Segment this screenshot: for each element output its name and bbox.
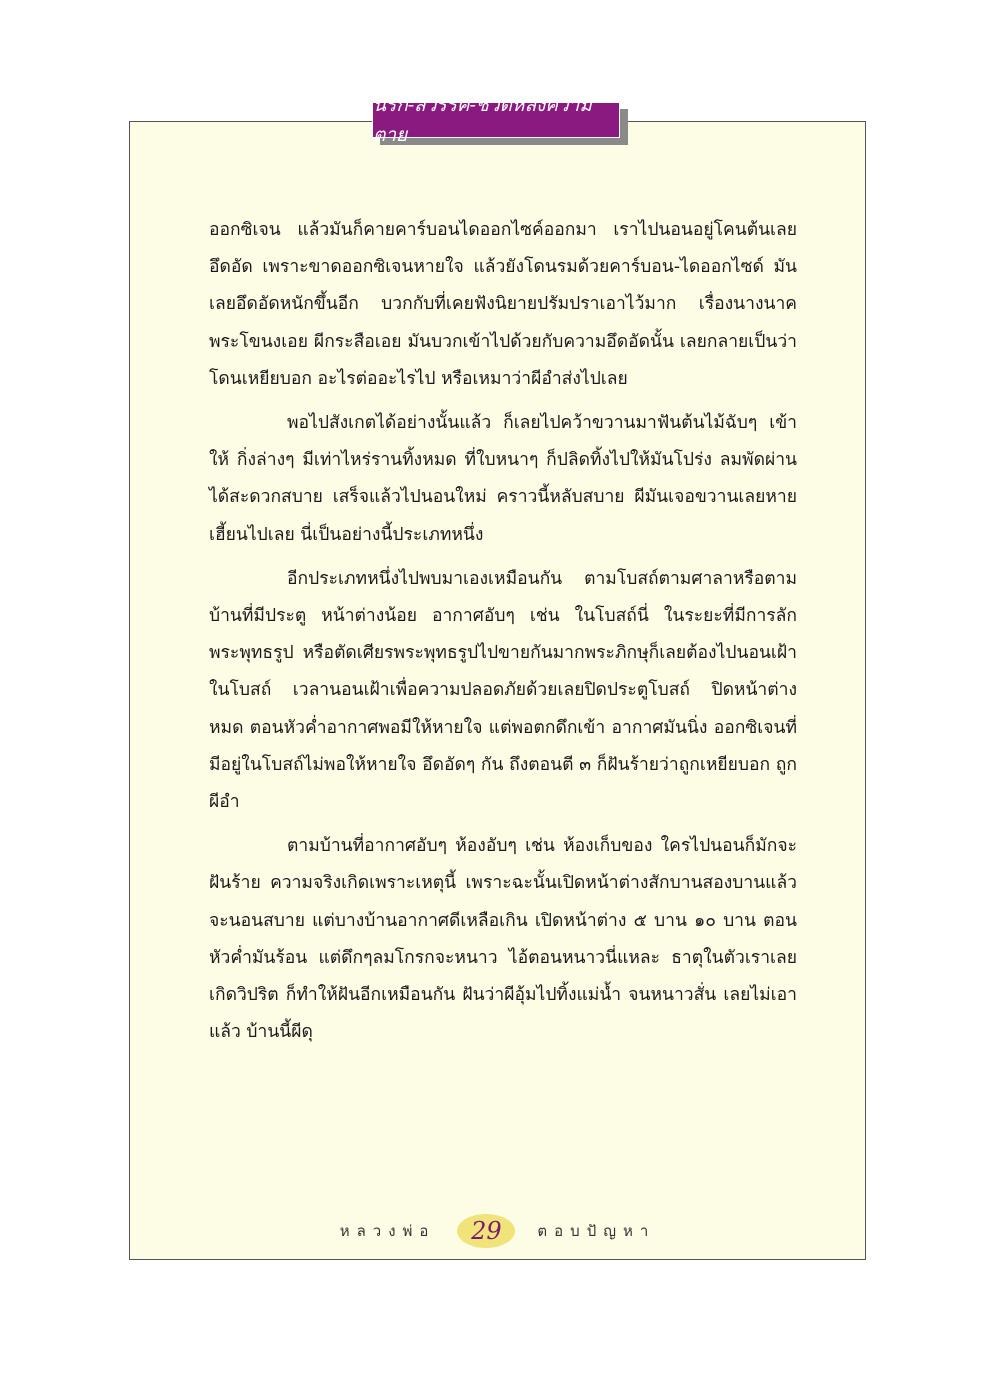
page-number: 29 [457,1214,515,1248]
body-text [209,212,797,1058]
paragraph-3: อีกประเภทหนึ่งไปพบมาเองเหมือนกัน ตามโบสถ์ตามศาลาหรือตามบ้านที่มีประตู หน้าต่างน้อย อากาศอับๆ เช่น ในโบสถ์นี่ ในระยะที่มีการลักพระพุทธรูป หรือตัดเศียรพระพุทธรูปไปขายกันมากพระภิกษุก็เลยต้องไปนอนเฝ้าในโบสถ์ เวลานอนเฝ้าเพื่อความปลอดภัยด้วยเลยปิดประตูโบสถ์ ปิดหน้าต่างหมด ตอนหัวค่ำอากาศพอมีให้หายใจ แต่พอตกดึกเข้า อากาศมันนิ่ง ออกซิเจนที่มีอยู่ในโบสถ์ไม่พอให้หายใจ อึดอัดๆ กัน ถึงตอนตี ๓ ก็ฝันร้ายว่าถูกเหยียบอก ถูกผีอำ [209,568,797,813]
page-footer [129,1208,866,1254]
footer-right-text: ตอบปัญหา [537,1222,656,1240]
header-banner [372,94,620,146]
paragraph-4: ตามบ้านที่อากาศอับๆ ห้องอับๆ เช่น ห้องเก็บของ ใครไปนอนก็มักจะฝันร้าย ความจริงเกิดเพราะเหตุนี้ เพราะฉะนั้นเปิดหน้าต่างสักบานสองบานแล้วจะนอนสบาย แต่บางบ้านอากาศดีเหลือเกิน เปิดหน้าต่าง ๕ บาน ๑๐ บาน ตอนหัวค่ำมันร้อน แต่ดึกๆลมโกรกจะหนาว ไอ้ตอนหนาวนี่แหละ ธาตุในตัวเราเลยเกิดวิปริต ก็ทำให้ฝันอีกเหมือนกัน ฝันว่าผีอุ้มไปทิ้งแม่น้ำ จนหนาวสั่น เลยไม่เอาแล้ว บ้านนี้ผีดุ [209,836,797,1043]
header-title: นรก-สวรรค์-ชีวิตหลังความตาย [373,94,592,146]
footer-left-text: หลวงพ่อ [339,1222,436,1240]
paragraph-1: ออกซิเจน แล้วมันก็คายคาร์บอนไดออกไซค์ออกมา เราไปนอนอยู่โคนต้นเลยอึดอัด เพราะขาดออกซิเจนหายใจ แล้วยังโดนรมด้วยคาร์บอน-ไดออกไซด์ มันเลยอึดอัดหนักขึ้นอีก บวกกับที่เคยฟังนิยายปรัมปราเอาไว้มาก เรื่องนางนาคพระโขนงเอย ผีกระสือเอย มันบวกเข้าไปด้วยกับความอึดอัดนั้น เลยกลายเป็นว่าโดนเหยียบอก อะไรต่ออะไรไป หรือเหมาว่าผีอำส่งไปเลย [209,220,797,389]
paragraph-2: พอไปสังเกตได้อย่างนั้นแล้ว ก็เลยไปคว้าขวานมาฟันต้นไม้ฉับๆ เข้าให้ กิ่งล่างๆ มีเท่าไหร่รานทิ้งหมด ที่ใบหนาๆ ก็ปลิดทิ้งไปให้มันโปร่ง ลมพัดผ่านได้สะดวกสบาย เสร็จแล้วไปนอนใหม่ คราวนี้หลับสบาย ผีมันเจอขวานเลยหายเฮี้ยนไปเลย นี่เป็นอย่างนี้ประเภทหนึ่ง [209,413,797,545]
